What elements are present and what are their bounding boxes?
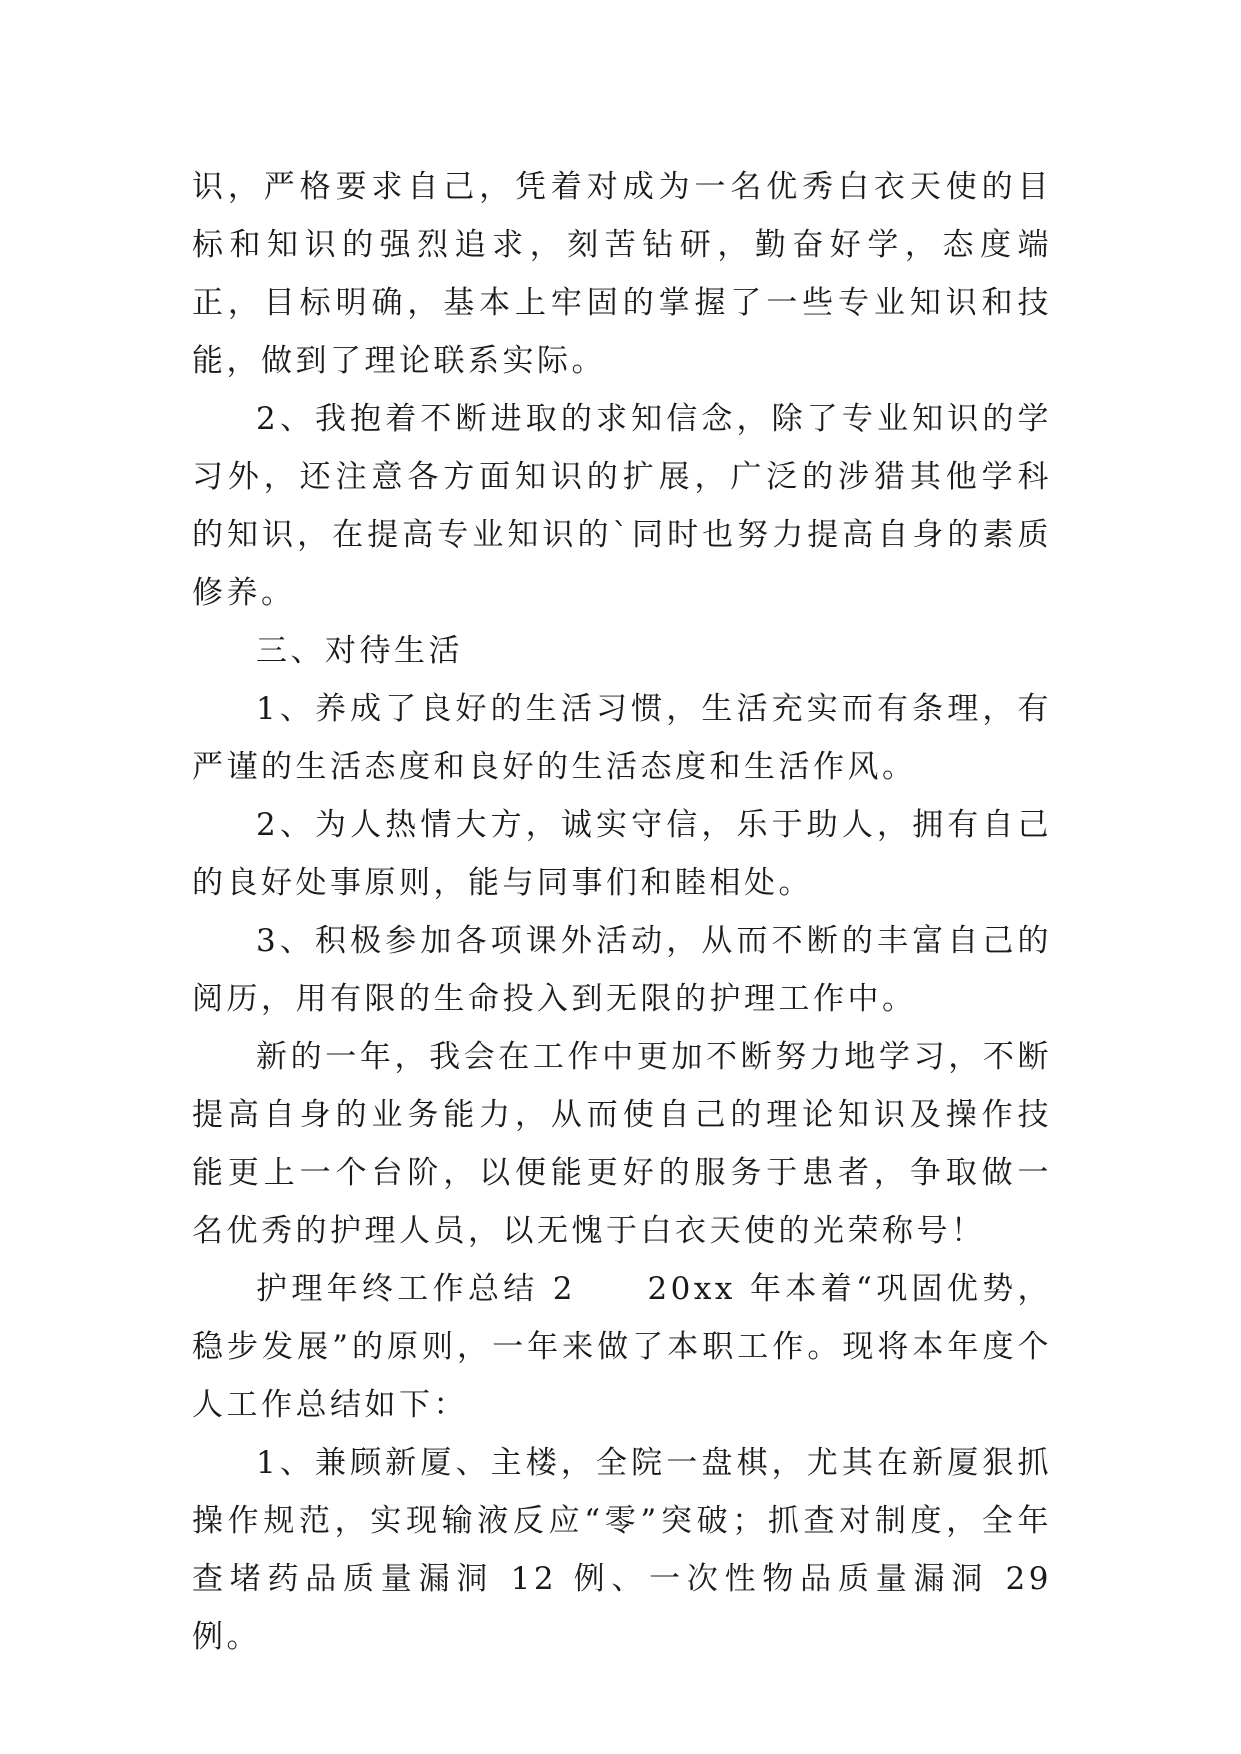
paragraph-summary-2-intro: 护理年终工作总结 2 20xx 年本着“巩固优势，稳步发展”的原则，一年来做了本职工作。现将本年度个人工作总结如下：	[192, 1271, 1052, 1423]
paragraph-new-year: 新的一年，我会在工作中更加不断努力地学习，不断提高自身的业务能力，从而使自己的理论知识及操作技能更上一个台阶，以便能更好的服务于患者，争取做一名优秀的护理人员，以无愧于白衣天使的光荣称号！	[192, 1039, 1052, 1249]
paragraph-continuation: 识，严格要求自己，凭着对成为一名优秀白衣天使的目标和知识的强烈追求，刻苦钻研，勤奋好学，态度端正，目标明确，基本上牢固的掌握了一些专业知识和技能，做到了理论联系实际。	[192, 169, 1052, 379]
paragraph-life-3: 3、积极参加各项课外活动，从而不断的丰富自己的阅历，用有限的生命投入到无限的护理工作中。	[192, 923, 1052, 1017]
paragraph-study-2: 2、我抱着不断进取的求知信念，除了专业知识的学习外，还注意各方面知识的扩展，广泛的涉猎其他学科的知识，在提高专业知识的`同时也努力提高自身的素质修养。	[192, 401, 1052, 611]
section-heading-life: 三、对待生活	[256, 633, 463, 669]
paragraph-life-1: 1、养成了良好的生活习惯，生活充实而有条理，有严谨的生活态度和良好的生活态度和生活作风。	[192, 691, 1052, 785]
paragraph-summary-2-item-1: 1、兼顾新厦、主楼，全院一盘棋，尤其在新厦狠抓操作规范，实现输液反应“零”突破；抓查对制度，全年查堵药品质量漏洞 12 例、一次性物品质量漏洞 29 例。	[192, 1445, 1052, 1655]
paragraph-life-2: 2、为人热情大方，诚实守信，乐于助人，拥有自己的良好处事原则，能与同事们和睦相处。	[192, 807, 1052, 901]
document-body	[192, 158, 1052, 1666]
